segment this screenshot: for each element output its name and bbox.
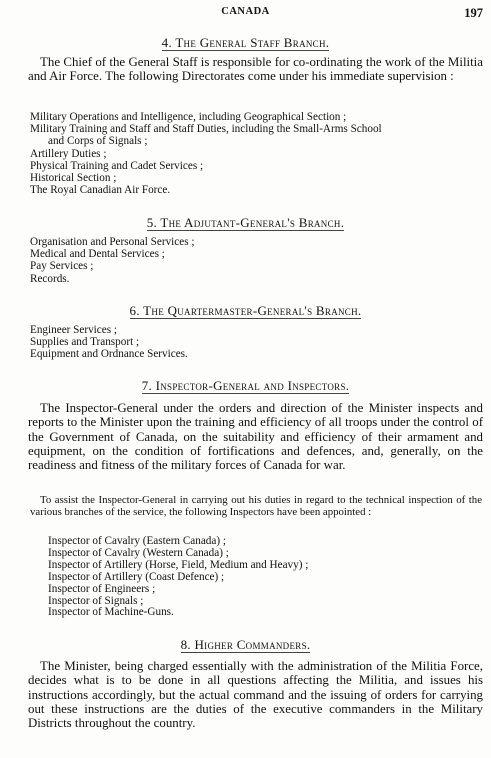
running-head bbox=[0, 6, 491, 20]
list-item: Military Operations and Intelligence, including Geographical Section ; bbox=[30, 111, 347, 123]
list-item: Inspector of Signals ; bbox=[48, 594, 144, 607]
section-heading-text: 8. Higher Commanders. bbox=[180, 637, 311, 652]
list-item: Artillery Duties ; bbox=[30, 147, 107, 160]
directorates-list bbox=[30, 111, 382, 196]
list-item: Inspector of Cavalry (Western Canada) ; bbox=[48, 546, 229, 559]
list-item: Equipment and Ordnance Services. bbox=[30, 348, 188, 361]
section-heading-text: 6. The Quartermaster-General's Branch. bbox=[129, 303, 362, 318]
list-item: Inspector of Cavalry (Eastern Canada) ; bbox=[48, 535, 226, 547]
section-heading-text: 7. Inspector-General and Inspectors. bbox=[141, 378, 350, 393]
list-item: Inspector of Artillery (Coast Defence) ; bbox=[48, 570, 225, 583]
list-item: Military Training and Staff and Staff Duties, including the Small-Arms School bbox=[30, 123, 382, 136]
list-item: Records. bbox=[30, 272, 70, 285]
section-small-paragraph: To assist the Inspector-General in carrying out his duties in regard to the technical inspection of the various branches of the service, the following Inspectors have been appointed : bbox=[30, 494, 482, 518]
page-number: 197 bbox=[464, 6, 483, 20]
section-heading-quartermaster-general bbox=[0, 303, 491, 319]
section-paragraph: The Minister, being charged essentially with the administration of the Militia Force, decides what is to be done in all questions affecting the Militia, and issues his instructions accordingly, but the actual command and the issuing of orders for carrying out these instructions are the duties of the executive commanders in the Military Districts throughout the country. bbox=[28, 659, 483, 731]
section-heading-higher-commanders bbox=[0, 637, 491, 653]
list-item: Supplies and Transport ; bbox=[30, 336, 140, 349]
list-item: Organisation and Personal Services ; bbox=[30, 236, 195, 248]
section-heading-inspector-general bbox=[0, 378, 491, 394]
list-item: Medical and Dental Services ; bbox=[30, 248, 165, 261]
list-item: Engineer Services ; bbox=[30, 324, 117, 336]
inspectors-list bbox=[48, 536, 308, 619]
list-item: The Royal Canadian Air Force. bbox=[30, 184, 171, 197]
list-item: Pay Services ; bbox=[30, 260, 94, 273]
list-item: Inspector of Machine-Guns. bbox=[48, 606, 174, 619]
list-item: Physical Training and Cadet Services ; bbox=[30, 159, 204, 172]
section-paragraph: The Chief of the General Staff is responsible for co-ordinating the work of the Militia and Air Force. The following Directorates come under his immediate supervision : bbox=[28, 55, 483, 84]
section-heading-text: 5. The Adjutant-General's Branch. bbox=[146, 215, 345, 230]
list-item: Inspector of Engineers ; bbox=[48, 582, 156, 595]
section-heading-adjutant-general bbox=[0, 215, 491, 231]
list-item: Inspector of Artillery (Horse, Field, Medium and Heavy) ; bbox=[48, 558, 309, 571]
running-head-title: CANADA bbox=[221, 6, 270, 17]
quartermaster-services-list bbox=[30, 324, 188, 361]
section-heading-text: 4. The General Staff Branch. bbox=[161, 35, 330, 50]
adjutant-services-list bbox=[30, 236, 194, 285]
section-paragraph: The Inspector-General under the orders and direction of the Minister inspects and reports to the Minister upon the training and efficiency of all troops under the control of the Government of Canada, on the suitability and efficiency of their armament and equipment, on the condition of fortifications and defences, and, generally, on the readiness and fitness of the military forces of Canada for war. bbox=[28, 401, 483, 473]
list-item: Historical Section ; bbox=[30, 172, 117, 185]
list-item: and Corps of Signals ; bbox=[48, 135, 148, 148]
section-heading-general-staff bbox=[0, 35, 491, 51]
